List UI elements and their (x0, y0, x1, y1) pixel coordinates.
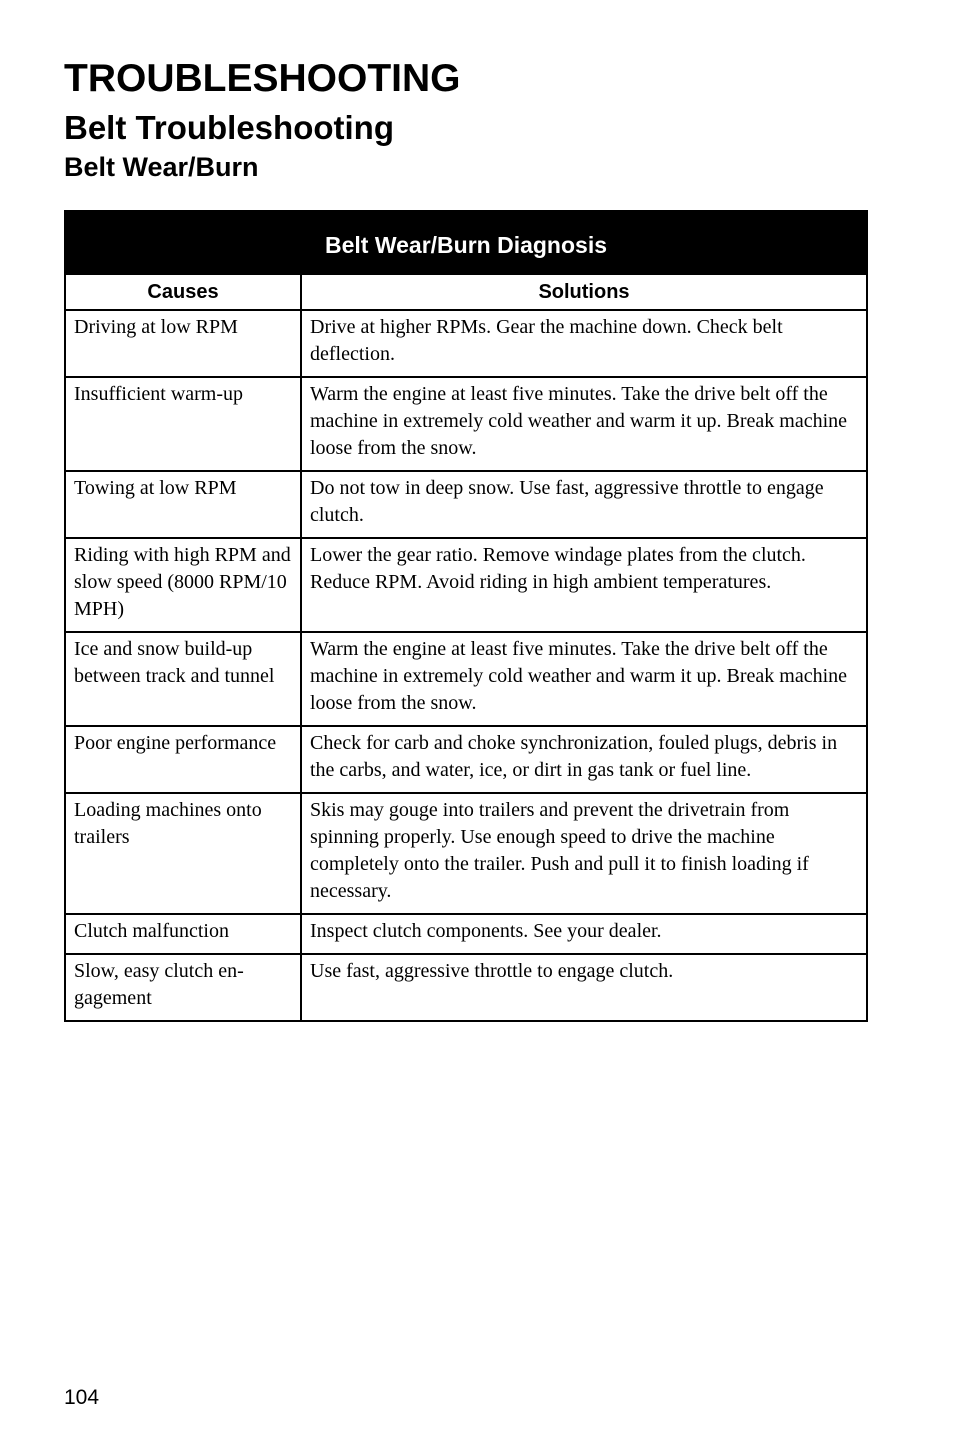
table-header-row (65, 274, 867, 310)
page-title: TROUBLESHOOTING (64, 57, 461, 100)
cause-cell: Insufficient warm-up (65, 377, 301, 471)
solution-cell: Warm the engine at least five minutes. Take the drive belt off the machine in extremely cold weather and warm it up. Break machine loose from the snow. (301, 632, 867, 726)
table-row (65, 914, 867, 954)
solution-cell: Warm the engine at least five minutes. Take the drive belt off the machine in extremely cold weather and warm it up. Break machine loose from the snow. (301, 377, 867, 471)
solution-cell: Skis may gouge into trailers and prevent the drivetrain from spinning properly. Use enough speed to drive the machine completely onto the trailer. Push and pull it to finish loading if necessary. (301, 793, 867, 914)
solution-cell: Check for carb and choke synchronization, fouled plugs, debris in the carbs, and water, ice, or dirt in gas tank or fuel line. (301, 726, 867, 793)
table-title: Belt Wear/Burn Diagnosis (65, 211, 867, 274)
table-row (65, 954, 867, 1021)
table-title-row (65, 211, 867, 274)
cause-cell: Clutch malfunction (65, 914, 301, 954)
cause-cell: Slow, easy clutch en-gagement (65, 954, 301, 1021)
solution-cell: Lower the gear ratio. Remove windage plates from the clutch. Reduce RPM. Avoid riding in high ambient temperatures. (301, 538, 867, 632)
column-header-causes: Causes (65, 274, 301, 310)
table-row (65, 377, 867, 471)
table-row (65, 726, 867, 793)
table-row (65, 471, 867, 538)
cause-cell: Towing at low RPM (65, 471, 301, 538)
cause-cell: Riding with high RPM and slow speed (8000 RPM/10 MPH) (65, 538, 301, 632)
table-row (65, 632, 867, 726)
cause-cell: Poor engine performance (65, 726, 301, 793)
section-heading: Belt Troubleshooting (64, 109, 394, 146)
page-number: 104 (64, 1386, 100, 1409)
subsection-heading: Belt Wear/Burn (64, 152, 259, 182)
column-header-solutions: Solutions (301, 274, 867, 310)
cause-cell: Ice and snow build-up between track and tunnel (65, 632, 301, 726)
diagnosis-table (64, 210, 868, 1022)
table-row (65, 310, 867, 377)
table-row (65, 538, 867, 632)
cause-cell: Driving at low RPM (65, 310, 301, 377)
solution-cell: Inspect clutch components. See your dealer. (301, 914, 867, 954)
table-row (65, 793, 867, 914)
solution-cell: Use fast, aggressive throttle to engage clutch. (301, 954, 867, 1021)
solution-cell: Do not tow in deep snow. Use fast, aggressive throttle to engage clutch. (301, 471, 867, 538)
cause-cell: Loading machines onto trailers (65, 793, 301, 914)
solution-cell: Drive at higher RPMs. Gear the machine down. Check belt deflection. (301, 310, 867, 377)
